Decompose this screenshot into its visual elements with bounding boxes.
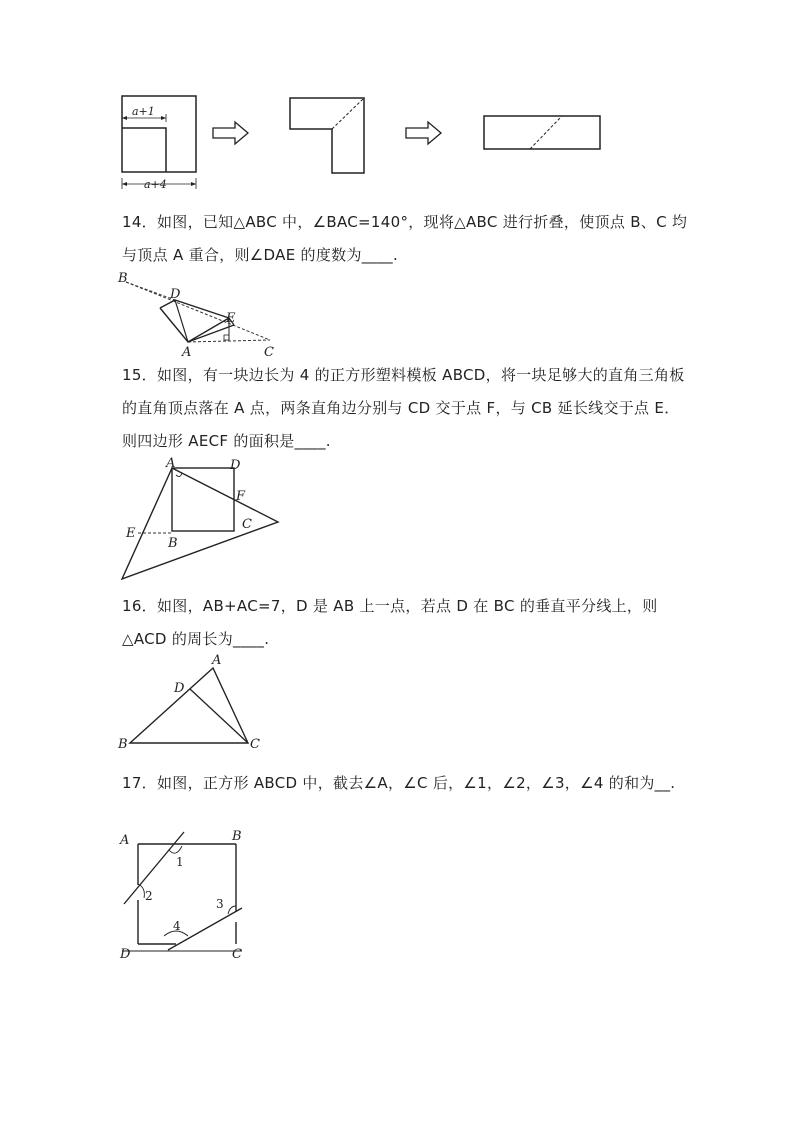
label-E: E	[226, 311, 236, 326]
label-B: B	[118, 737, 128, 752]
label-A: A	[166, 456, 176, 471]
arrow-right-icon	[406, 122, 441, 144]
result-rectangle	[484, 116, 600, 149]
question-14: 14．如图，已知△ABC 中，∠BAC=140°，现将△ABC 进行折叠，使顶点 B、C 均与顶点 A 重合，则∠DAE 的度数为____.	[122, 213, 688, 264]
label-B: B	[168, 536, 178, 551]
label-A: A	[120, 833, 130, 848]
label-D: D	[174, 681, 185, 696]
label-a-plus-1: a+1	[132, 105, 155, 118]
label-E: E	[126, 526, 136, 541]
figure-q16	[112, 652, 272, 752]
angle-4-label: 4	[173, 919, 181, 933]
question-16: 16．如图，AB+AC=7，D 是 AB 上一点，若点 D 在 BC 的垂直平分线上，则△ACD 的周长为____.	[122, 597, 658, 648]
label-C: C	[250, 737, 260, 752]
label-F: F	[236, 489, 246, 504]
label-C: C	[242, 517, 252, 532]
label-D: D	[170, 287, 181, 302]
angle-2-label: 2	[145, 889, 153, 903]
arrow-right-icon	[213, 122, 248, 144]
label-D: D	[120, 947, 131, 962]
label-a-plus-4: a+4	[144, 178, 167, 191]
label-B: B	[118, 271, 128, 286]
question-15: 15．如图，有一块边长为 4 的正方形塑料模板 ABCD，将一块足够大的直角三角板的直角顶点落在 A 点，两条直角边分别与 CD 交于点 F，与 CB 延长线交于点 E．则四边形 AECF 的面积是____.	[122, 366, 685, 450]
label-A: A	[212, 653, 222, 668]
inner-square	[122, 128, 166, 172]
label-C: C	[264, 345, 274, 360]
question-17: 17．如图，正方形 ABCD 中，截去∠A，∠C 后，∠1，∠2，∠3，∠4 的和为__.	[122, 774, 676, 792]
figure-q15	[112, 455, 292, 585]
figure-q14	[112, 270, 292, 360]
l-shape	[290, 98, 364, 173]
angle-3-label: 3	[216, 897, 224, 911]
figure-square-rearrange	[110, 88, 630, 198]
label-C: C	[232, 947, 242, 962]
label-B: B	[232, 829, 242, 844]
label-A: A	[182, 345, 192, 360]
figure-q17	[112, 828, 262, 963]
angle-1-label: 1	[176, 855, 184, 869]
label-D: D	[230, 458, 241, 473]
